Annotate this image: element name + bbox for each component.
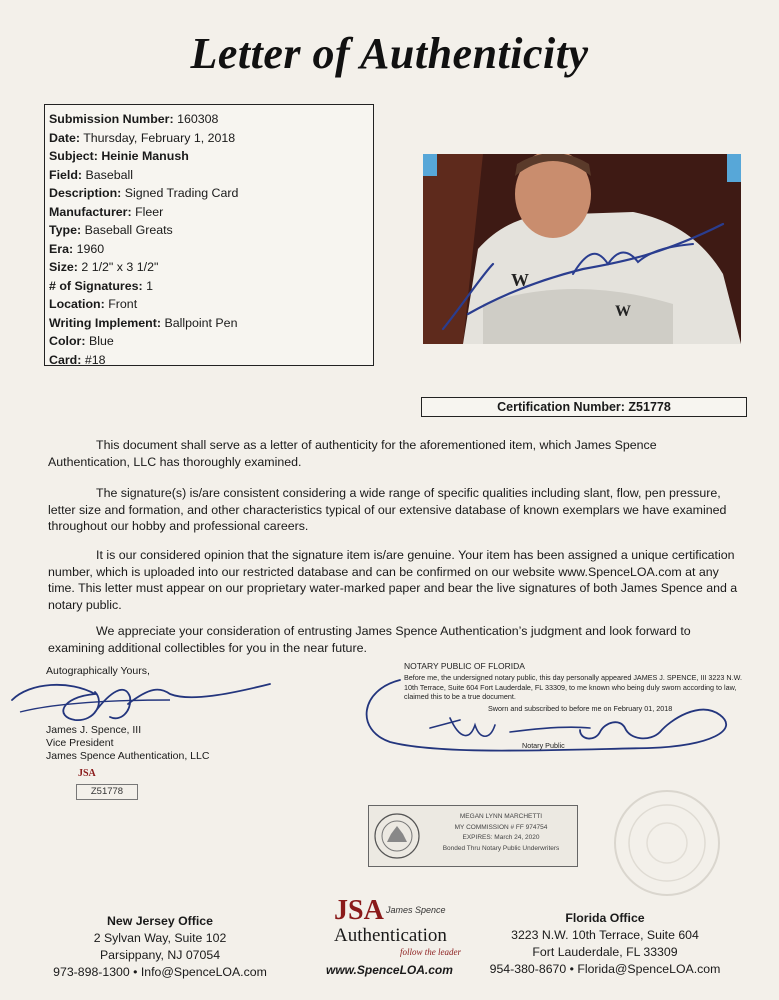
info-label: Writing Implement: <box>49 315 161 330</box>
nj-office-line2: Parsippany, NJ 07054 <box>99 948 221 962</box>
info-value: Baseball Greats <box>84 223 173 237</box>
jsa-logo <box>322 895 482 985</box>
jsa-tag-label: JSA <box>78 768 96 779</box>
notary-sworn: Sworn and subscribed to before me on February 01, 2018 <box>488 704 673 713</box>
stamp-commission: MY COMMISSION # FF 974754 <box>454 823 548 831</box>
info-label: Era: <box>49 241 74 256</box>
info-label: Size: <box>49 260 78 274</box>
embossed-seal-icon <box>612 788 722 898</box>
info-row <box>49 203 373 222</box>
item-details-box <box>44 104 374 366</box>
notary-text: Before me, the undersigned notary public, this day personally appeared JAMES J. SPENCE, III 3223 N.W. 10th Terrace, Suite 604 Fort Lauderdale, FL 33309, to me known who being duly sworn according to law, claimed this to be a true document. <box>404 673 742 701</box>
nj-office-line1: 2 Sylvan Way, Suite 102 <box>93 931 227 945</box>
nj-office <box>40 913 280 981</box>
info-row <box>49 258 373 277</box>
nj-office-heading: New Jersey Office <box>107 914 213 928</box>
paragraph-3: It is our considered opinion that the signature item is/are genuine. Your item has been assigned a unique certification number, which is uploaded into our restricted database and can be confirmed on our website www.SpenceLOA.com at any time. This letter must appear on our proprietary water-marked paper and bear the live signatures of both James Spence and a notary public. <box>48 548 738 612</box>
info-value: Ballpoint Pen <box>164 315 238 330</box>
stamp-bonded: Bonded Thru Notary Public Underwriters <box>442 844 560 852</box>
info-row <box>49 240 373 259</box>
info-value: Front <box>108 297 138 311</box>
fl-office-heading: Florida Office <box>565 911 645 925</box>
info-row <box>49 221 373 240</box>
florida-seal-icon <box>373 812 421 860</box>
info-row <box>49 184 373 203</box>
info-value: Blue <box>88 334 114 348</box>
fl-office-line2: Fort Lauderdale, FL 33309 <box>532 945 678 959</box>
notary-stamp <box>368 805 578 867</box>
info-value: 2 1/2" x 3 1/2" <box>81 260 159 274</box>
logo-website: www.SpenceLOA.com <box>326 963 453 977</box>
info-label: Field: <box>49 167 83 182</box>
info-label: Location: <box>49 297 105 311</box>
signer-company: James Spence Authentication, LLC <box>46 750 210 762</box>
info-row <box>49 166 373 185</box>
logo-authentication: Authentication <box>334 925 447 946</box>
info-row <box>49 295 373 314</box>
paragraph-2: The signature(s) is/are consistent considering a wide range of specific qualities including slant, flow, pen pressure, letter size and formation, and other characteristics typical of our extensive database of known exemplars we have examined throughout our hobby and professional careers. <box>48 486 727 533</box>
info-value: 1960 <box>76 241 105 256</box>
info-row <box>49 147 373 166</box>
fl-office-line1: 3223 N.W. 10th Terrace, Suite 604 <box>511 928 699 942</box>
notary-header: NOTARY PUBLIC OF FLORIDA <box>404 661 525 671</box>
logo-tagline: follow the leader <box>400 947 461 957</box>
player-photo-image <box>423 154 741 344</box>
logo-jsa: JSA <box>334 895 384 926</box>
svg-text:W: W <box>615 303 631 320</box>
info-row <box>49 277 373 296</box>
info-label: Color: <box>49 334 86 348</box>
stamp-expires: EXPIRES: March 24, 2020 <box>462 834 540 841</box>
signed-card-photo <box>423 154 741 344</box>
page-title: Letter of Authenticity <box>190 29 589 78</box>
info-label: Submission Number: <box>49 112 174 126</box>
info-row <box>49 351 373 370</box>
info-value: Signed Trading Card <box>124 186 239 200</box>
signer-block <box>46 724 209 763</box>
info-label: Manufacturer: <box>49 204 132 219</box>
signoff: Autographically Yours, <box>46 665 150 677</box>
logo-company: James Spence <box>386 905 446 915</box>
info-label: Subject: <box>49 149 98 163</box>
info-label: Description: <box>49 186 122 200</box>
info-value: Fleer <box>135 204 164 219</box>
paragraph-4: We appreciate your consideration of entrusting James Spence Authentication’s judgment and look forward to examining additional collectibles for you in the near future. <box>48 624 691 655</box>
certification-number: Certification Number: Z51778 <box>421 397 747 417</box>
stamp-name: MEGAN LYNN MARCHETTI <box>459 813 543 820</box>
svg-text:W: W <box>511 270 529 290</box>
signer-title: Vice President <box>46 737 114 749</box>
info-label: # of Signatures: <box>49 278 143 293</box>
fl-office-line3: 954-380-8670 • Florida@SpenceLOA.com <box>489 962 721 976</box>
info-label: Type: <box>49 223 82 237</box>
item-details-list <box>49 110 373 369</box>
info-row <box>49 129 373 148</box>
info-label: Date: <box>49 130 80 145</box>
info-value: 160308 <box>177 112 219 126</box>
info-value: Thursday, February 1, 2018 <box>83 130 236 145</box>
info-row <box>49 332 373 351</box>
info-label: Card: <box>49 352 82 367</box>
nj-office-line3: 973-898-1300 • Info@SpenceLOA.com <box>53 965 267 979</box>
info-value: Baseball <box>85 167 134 182</box>
paragraph-1: This document shall serve as a letter of authenticity for the aforementioned item, which James Spence Authentication, LLC has thoroughly examined. <box>48 438 657 469</box>
info-value: 1 <box>146 278 153 293</box>
notary-public-label: Notary Public <box>522 741 565 750</box>
jsa-tag-number: Z51778 <box>76 784 138 800</box>
signer-name: James J. Spence, III <box>46 724 142 736</box>
info-value: #18 <box>84 352 106 367</box>
info-row <box>49 110 373 129</box>
info-value: Heinie Manush <box>101 149 189 163</box>
fl-office <box>480 910 730 978</box>
info-row <box>49 314 373 333</box>
spence-signature <box>0 672 300 732</box>
